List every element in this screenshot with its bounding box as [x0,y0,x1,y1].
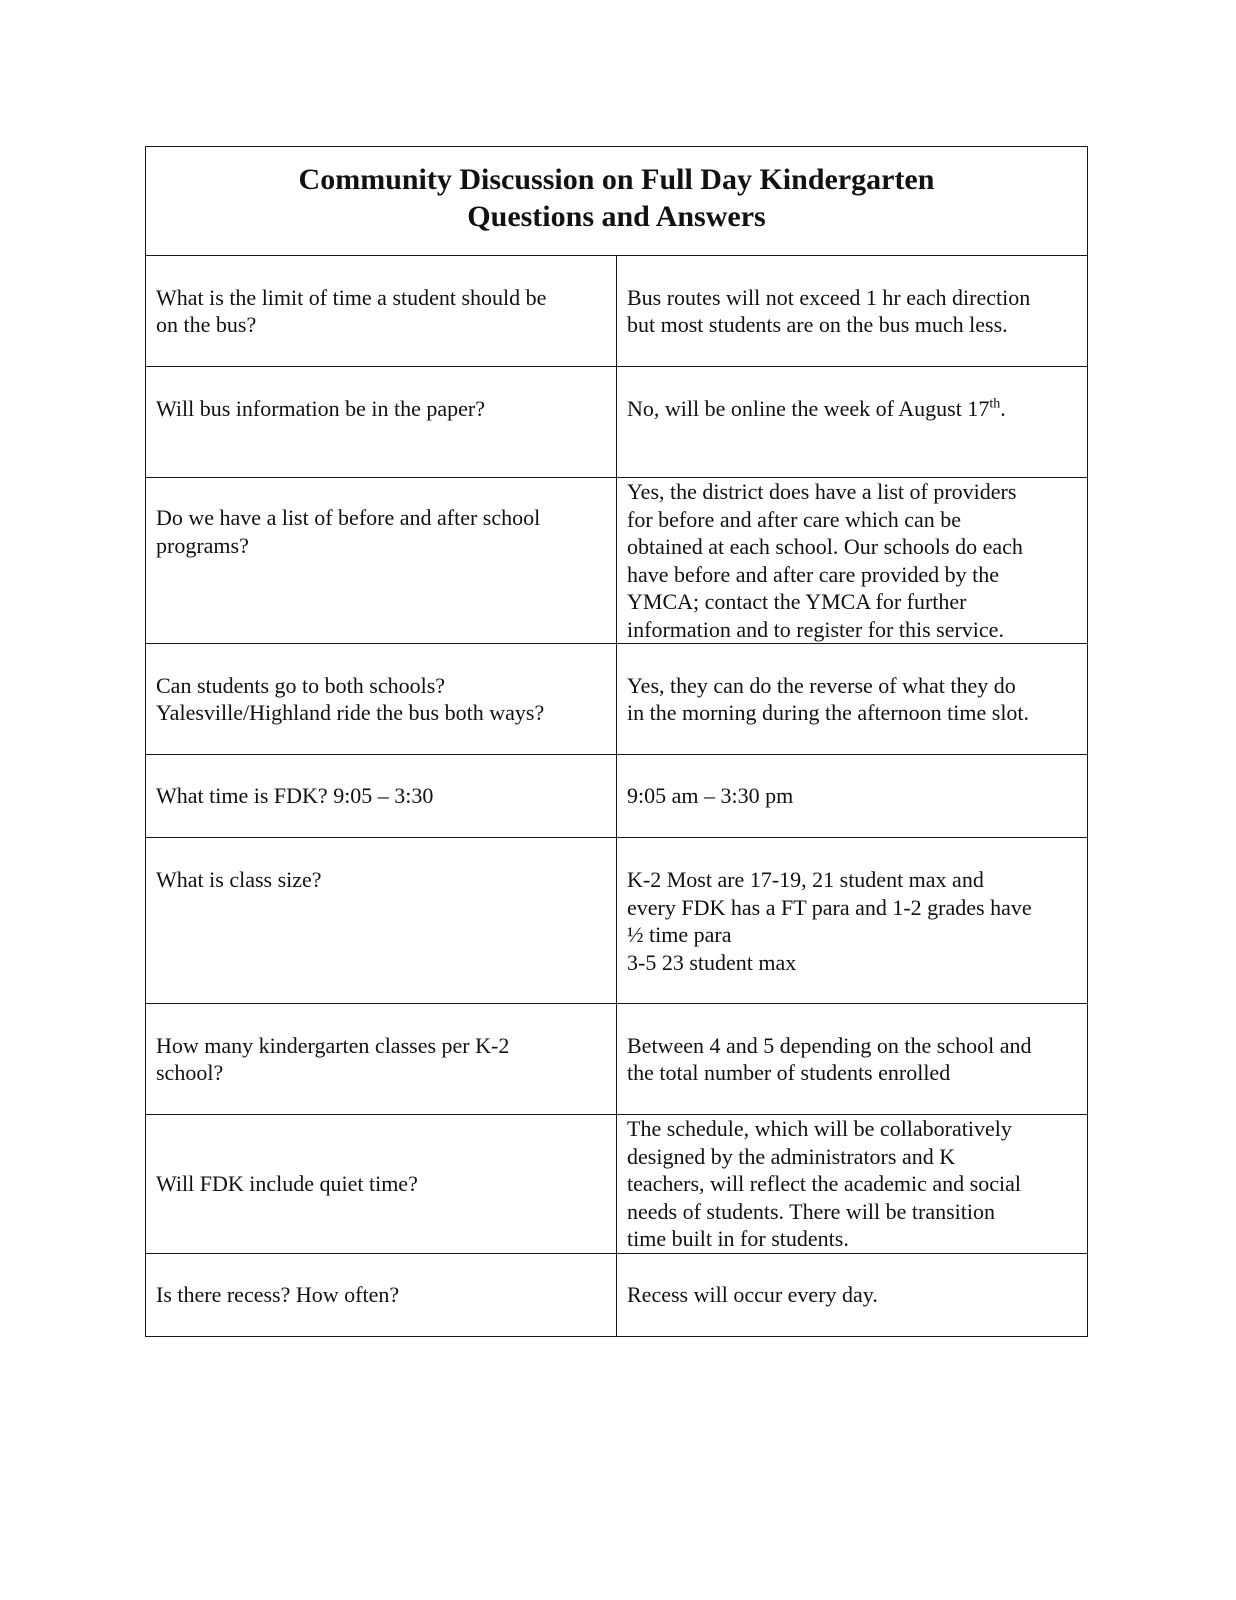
answer-text: Bus routes will not exceed 1 hr each direction but most students are on the bus much less. [627,284,1031,337]
answer-text: 9:05 am – 3:30 pm [627,783,794,809]
answer-cell [617,1115,1088,1254]
answer-text-main: No, will be online the week of August 17 [627,396,990,421]
title-cell [146,147,1088,256]
table-row [146,644,1088,755]
answer-cell [617,256,1088,367]
question-text: Is there recess? How often? [156,1281,400,1307]
answer-cell [617,478,1088,644]
table-row [146,1004,1088,1115]
answer-cell [617,644,1088,755]
answer-text [627,395,1079,423]
answer-superscript: th [989,396,1001,412]
answer-cell [617,1004,1088,1115]
answer-cell [617,838,1088,1004]
question-text: What is the limit of time a student should be on the bus? [156,284,547,337]
question-text: What is class size? [156,867,322,892]
table-row [146,256,1088,367]
document-subtitle: Questions and Answers [467,200,766,233]
question-cell [146,1004,617,1115]
table-row [146,1115,1088,1254]
question-text: Will FDK include quiet time? [156,1171,418,1196]
question-cell [146,838,617,1004]
qa-table [145,146,1088,1337]
question-text: Will bus information be in the paper? [156,396,486,421]
answer-cell [617,1253,1088,1336]
question-cell [146,1253,617,1336]
question-cell [146,644,617,755]
table-row [146,1253,1088,1336]
answer-text: The schedule, which will be collaboratively designed by the administrators and K teachers, will reflect the academic and social needs of students. There will be transition time built in for students. [627,1116,1021,1251]
answer-text: K-2 Most are 17-19, 21 student max and every FDK has a FT para and 1-2 grades have ½ time para 3-5 23 student max [627,867,1032,975]
answer-cell [617,367,1088,478]
answer-text: Recess will occur every day. [627,1281,878,1307]
question-cell [146,256,617,367]
title-row [146,147,1088,256]
answer-cell [617,755,1088,838]
table-row [146,478,1088,644]
question-text: Can students go to both schools? Yalesville/Highland ride the bus both ways? [156,672,545,725]
answer-text-end: . [1000,396,1006,421]
document-title: Community Discussion on Full Day Kindergarten [298,163,935,196]
question-cell [146,755,617,838]
question-cell [146,478,617,644]
answer-text: Between 4 and 5 depending on the school and the total number of students enrolled [627,1032,1032,1085]
question-text: Do we have a list of before and after school programs? [156,505,541,558]
answer-text: Yes, the district does have a list of providers for before and after care which can be obtained at each school. Our schools do each have before and after care provided by the YMCA; contact the YMCA for further information and to register for this service. [627,479,1023,642]
answer-text: Yes, they can do the reverse of what they do in the morning during the afternoon time slot. [627,672,1030,725]
table-row [146,838,1088,1004]
table-row [146,755,1088,838]
question-cell [146,1115,617,1254]
question-text: What time is FDK? 9:05 – 3:30 [156,783,434,809]
table-row [146,367,1088,478]
question-text: How many kindergarten classes per K-2 school? [156,1032,510,1085]
question-cell [146,367,617,478]
